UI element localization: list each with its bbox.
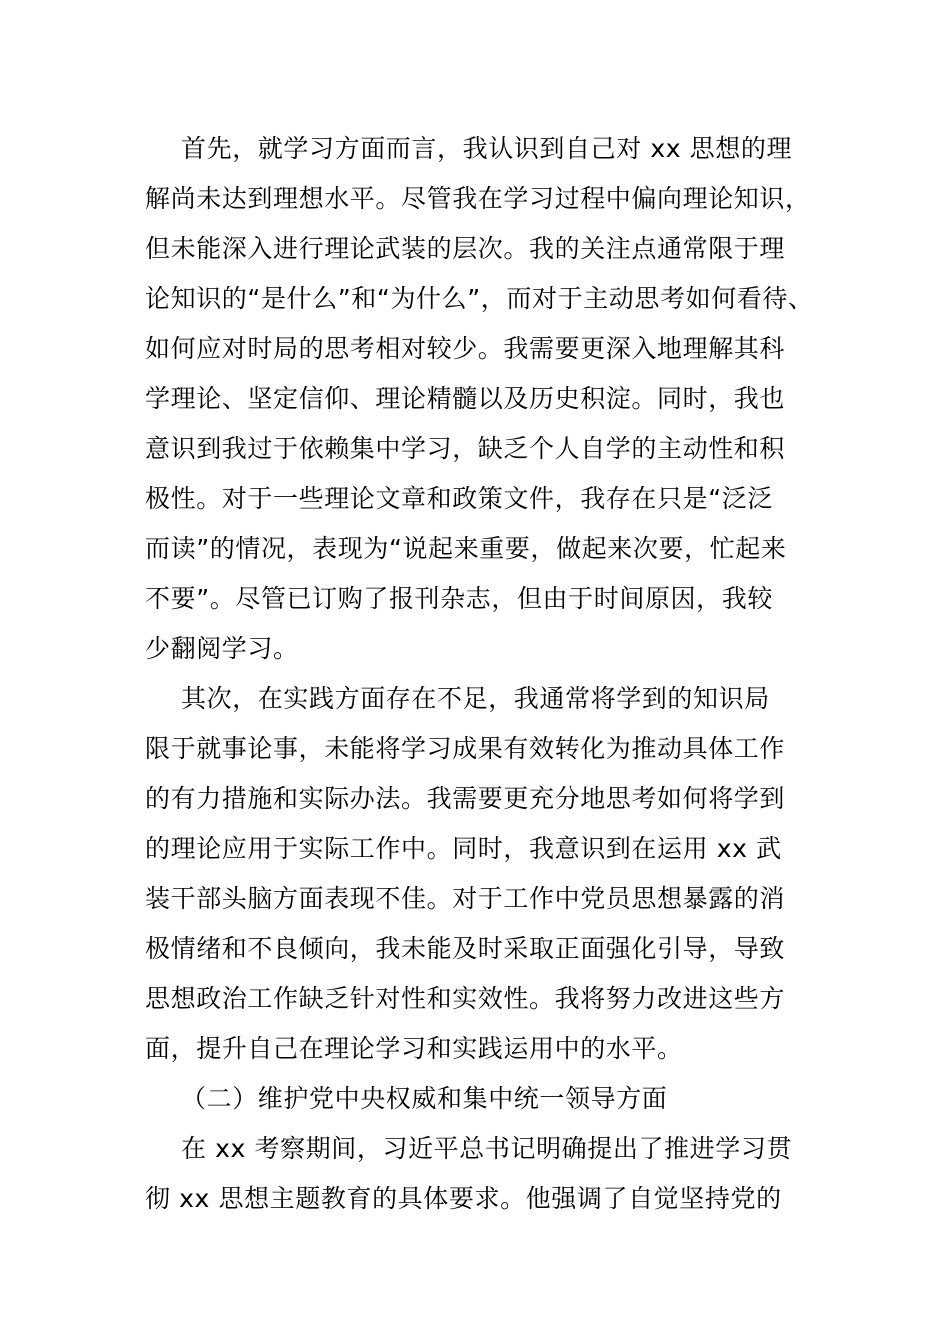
paragraph-line: 限于就事论事，未能将学习成果有效转化为推动具体工作 bbox=[145, 734, 786, 763]
paragraph-line: 但未能深入进行理论武装的层次。我的关注点通常限于理 bbox=[145, 234, 786, 263]
paragraph-line: 的有力措施和实际办法。我需要更充分地思考如何将学到 bbox=[145, 784, 786, 813]
paragraph-line: 极情绪和不良倾向，我未能及时采取正面强化引导，导致 bbox=[145, 934, 786, 963]
paragraph-line: 论知识的“是什么”和“为什么”，而对于主动思考如何看待、 bbox=[145, 284, 814, 313]
paragraph-line: 思想政治工作缺乏针对性和实效性。我将努力改进这些方 bbox=[145, 984, 786, 1013]
section-heading: （二）维护党中央权威和集中统一领导方面 bbox=[181, 1084, 668, 1113]
document-body bbox=[145, 124, 825, 1224]
paragraph-line: 其次，在实践方面存在不足，我通常将学到的知识局 bbox=[181, 684, 770, 713]
paragraph-line: 少翻阅学习。 bbox=[145, 634, 299, 663]
paragraph-line: 而读”的情况，表现为“说起来重要，做起来次要，忙起来 bbox=[145, 534, 787, 563]
paragraph-line: 学理论、坚定信仰、理论精髓以及历史积淀。同时，我也 bbox=[145, 384, 786, 413]
paragraph-line: 意识到我过于依赖集中学习，缺乏个人自学的主动性和积 bbox=[145, 434, 786, 463]
paragraph-line: 装干部头脑方面表现不佳。对于工作中党员思想暴露的消 bbox=[145, 884, 786, 913]
paragraph-line: 如何应对时局的思考相对较少。我需要更深入地理解其科 bbox=[145, 334, 786, 363]
paragraph-line: 面，提升自己在理论学习和实践运用中的水平。 bbox=[145, 1034, 683, 1063]
paragraph-line: 的理论应用于实际工作中。同时，我意识到在运用 xx 武 bbox=[145, 834, 782, 863]
paragraph-line: 不要”。尽管已订购了报刊杂志，但由于时间原因，我较 bbox=[145, 584, 773, 613]
paragraph-line: 彻 xx 思想主题教育的具体要求。他强调了自觉坚持党的 bbox=[145, 1184, 782, 1213]
paragraph-line: 在 xx 考察期间，习近平总书记明确提出了推进学习贯 bbox=[181, 1134, 793, 1163]
paragraph-line: 首先，就学习方面而言，我认识到自己对 xx 思想的理 bbox=[181, 134, 793, 163]
paragraph-line: 解尚未达到理想水平。尽管我在学习过程中偏向理论知识， bbox=[145, 184, 811, 213]
paragraph-line: 极性。对于一些理论文章和政策文件，我存在只是“泛泛 bbox=[145, 484, 773, 513]
